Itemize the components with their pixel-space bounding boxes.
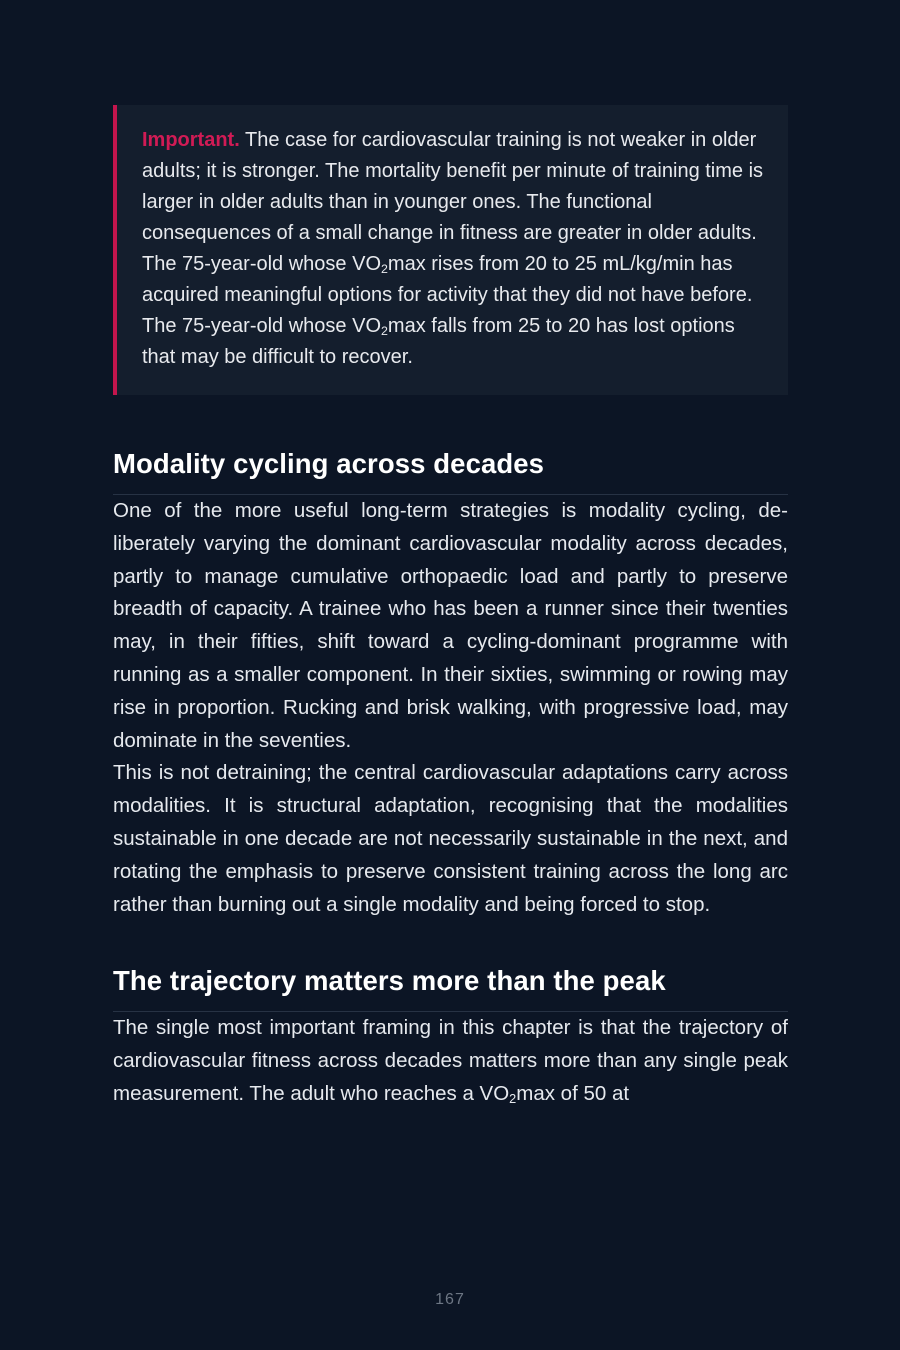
- subscript: 2: [381, 262, 388, 277]
- important-callout: [113, 105, 788, 395]
- body-paragraph: This is not detraining; the central cardiovascular adaptations carry across modalities. It is structural adaptation, recognising that the modalities sustainable in one decade are not necessarily sustainable in the next, and rotating the emphasis to preserve consistent training across the long arc rather than burning out a single modality and being forced to stop.: [113, 761, 788, 916]
- page-content: [113, 105, 788, 1110]
- subscript: 2: [381, 324, 388, 339]
- callout-text: max falls from 25 to 20 has lost options that may be difficult to recover.: [142, 315, 735, 368]
- callout-text: max rises from 20 to 25 mL/kg/min has acquired meaningful options for activity that they did not have before. The 75-year-old whose VO: [142, 253, 753, 337]
- callout-lead: Important.: [142, 129, 240, 151]
- paragraph-text: The single most important framing in this chapter is that the trajectory of cardiovascular fitness across decades matters more than any single peak measurement. The adult who reaches a VO: [113, 1016, 788, 1105]
- body-paragraph: One of the more useful long-term strategies is modality cycling, deliberately varying the dominant cardiovascular modality across decades, partly to manage cumulative orthopaedic load and partly to preserve breadth of capacity. A trainee who has been a runner since their twenties may, in their fifties, shift toward a cycling-dominant programme with running as a smaller component. In their sixties, swimming or rowing may rise in proportion. Rucking and brisk walking, with progressive load, may dominate in the seventies.: [113, 499, 788, 752]
- section-heading-modality: Modality cycling across decades: [113, 448, 788, 495]
- subscript: 2: [509, 1091, 517, 1107]
- page-number: 167: [435, 1291, 465, 1308]
- body-paragraph: [113, 1012, 788, 1110]
- paragraph-text: max of 50 at: [516, 1081, 630, 1105]
- section-heading-trajectory: The trajectory matters more than the peak: [113, 965, 788, 1012]
- callout-text: The case for cardiovascular training is not weaker in older adults; it is stronger. The mortality benefit per minute of training time is larger in older adults than in younger ones. The functional consequences of a small change in fitness are greater in older adults. The 75-year-old whose VO: [142, 129, 764, 275]
